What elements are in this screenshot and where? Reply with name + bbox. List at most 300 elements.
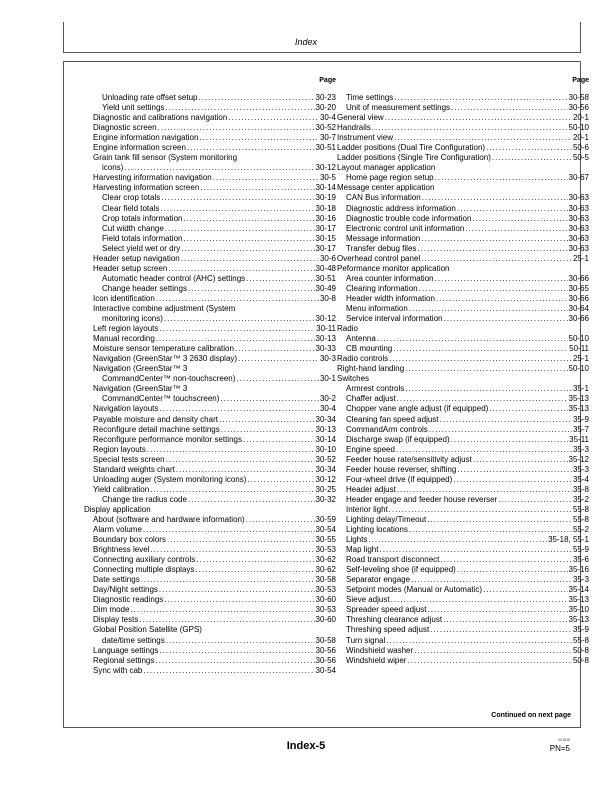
dot-leader [393,93,567,103]
index-entry [84,535,336,545]
dot-leader [434,274,568,284]
index-entry [337,204,589,214]
index-entry [337,163,589,173]
entry-topic: Brightness level [93,545,150,555]
entry-topic: Diagnostic trouble code information [346,213,472,223]
entry-page-ref: 55-9 [572,545,589,555]
entry-topic: Icon identification [93,293,155,303]
entry-page-ref: 30-20 [315,103,336,113]
dot-leader [434,173,568,183]
dot-leader [472,455,568,465]
index-entry [337,656,589,666]
footer-code: 021815 [558,738,570,742]
entry-page-ref: 35-3 [572,464,589,474]
entry-page-ref: 30-66 [568,293,589,303]
entry-page-ref: 55-2 [572,525,589,535]
entry-topic: Harvesting information screen [93,183,200,193]
entry-page-ref: 25-1 [572,354,589,364]
page-header-title: Index [294,37,318,47]
dot-leader [388,354,572,364]
index-entry [337,455,589,465]
index-column-right [337,76,589,666]
entry-page-ref: 30-16 [315,213,336,223]
index-entry [84,364,336,374]
index-entry [84,234,336,244]
entry-page-ref: 30-23 [315,93,336,102]
index-entry [84,636,336,646]
dot-leader [456,204,568,214]
entry-topic: Unloading rate offset setup [102,93,198,102]
dot-leader [488,404,567,414]
dot-leader [410,575,572,585]
index-entry [84,625,336,635]
entry-page-ref: 30-63 [568,243,589,253]
index-entry [84,666,336,676]
entry-page-ref: 35-13 [568,394,589,404]
index-entry [84,344,336,354]
entry-topic: Regional settings [93,655,155,665]
index-entry [84,646,336,656]
entry-page-ref: 35-2 [572,494,589,504]
entry-page-ref: 30-3 [319,354,336,364]
entry-topic: Clear crop totals [102,193,161,203]
index-entry [337,585,589,595]
entry-page-ref: 35-6 [572,555,589,565]
index-entry [337,485,589,495]
entry-topic: Separator engage [346,575,411,585]
entry-topic: Reconfigure detail machine settings [93,424,220,434]
entry-topic: Four-wheel drive (if equipped) [346,474,453,484]
index-entry [337,495,589,505]
index-entry [84,244,336,254]
entry-topic: Navigation (GreenStar™ 3 [93,384,188,394]
index-entry [337,304,589,314]
dot-leader [149,485,314,495]
dot-leader [142,666,314,676]
dot-leader [158,585,315,595]
footer-page-label: Index-5 [286,740,326,752]
entry-topic: Yield calibration [93,484,150,494]
entry-page-ref: 30-17 [315,223,336,233]
entry-topic: Unloading auger (System monitoring icons) [93,474,247,484]
index-entry [84,374,336,384]
entry-topic: Date settings [93,575,140,585]
index-column-left [84,76,336,676]
entry-page-ref: 30-25 [315,484,336,494]
entry-topic: Yield unit settings [102,103,165,113]
dot-leader [227,113,319,123]
entry-page-ref: 30-63 [568,233,589,243]
index-entry [337,404,589,414]
index-entry [337,193,589,203]
index-entry [337,143,589,153]
dot-leader [165,636,315,646]
index-entry [84,575,336,585]
dot-leader [428,425,572,435]
index-entry [337,415,589,425]
entry-page-ref: 30-6 [319,253,336,263]
index-entry [337,274,589,284]
entry-topic: Region layouts [93,444,146,454]
index-entry [337,113,589,123]
index-entry [84,515,336,525]
dot-leader [165,455,315,465]
dot-leader [456,465,572,475]
entry-topic: CB mounting [346,344,393,354]
dot-leader [367,535,547,545]
index-entry [84,495,336,505]
entry-topic: Engine information navigation [93,133,199,143]
entry-page-ref: 30-10 [315,444,336,454]
index-entry [337,575,589,585]
entry-page-ref: 30-58 [568,93,589,102]
entry-page-ref: 30-1 [319,374,336,384]
dot-leader [158,404,319,414]
dot-leader [408,525,572,535]
entry-page-ref: 20-1 [572,113,589,123]
index-entry [337,445,589,455]
index-entry [84,505,336,515]
entry-page-ref: 30-2 [319,394,336,404]
dot-leader [163,314,315,324]
index-entry [337,505,589,515]
index-entry [337,525,589,535]
index-entry [84,605,336,615]
index-entry [337,153,589,163]
dot-leader [129,605,314,615]
index-entry [84,445,336,455]
dot-leader [138,615,314,625]
dot-leader [164,224,315,234]
dot-leader [187,495,315,505]
entry-page-ref: 30-60 [315,595,336,605]
index-entry [84,153,336,163]
index-entry [337,123,589,133]
entry-page-ref: 30-63 [568,223,589,233]
dot-leader [167,264,314,274]
entry-topic: Diagnostic screen [93,123,157,133]
dot-leader [182,214,314,224]
dot-leader [237,354,319,364]
dot-leader [456,565,568,575]
index-entry [337,545,589,555]
dot-leader [182,234,314,244]
entry-topic: Standard weights chart [93,464,175,474]
index-entry [84,224,336,234]
index-entry [337,314,589,324]
entry-page-ref: 30-54 [315,665,336,675]
dot-leader [158,324,315,334]
entry-page-ref: 50-5 [572,153,589,163]
index-entry [84,123,336,133]
dot-leader [392,344,568,354]
dot-leader [235,374,319,384]
entry-topic: Navigation layouts [93,404,159,414]
index-entries [84,93,336,676]
entry-topic: Connecting auxiliary controls [93,555,196,565]
entry-topic: Message information [346,233,421,243]
dot-leader [485,143,572,153]
index-entry [337,394,589,404]
index-entry [84,133,336,143]
continued-note: Continued on next page [491,712,571,719]
dot-leader [164,103,314,113]
entry-page-ref: 30-18 [315,203,336,213]
index-entry [84,615,336,625]
entry-page-ref: 35-13 [568,404,589,414]
index-entry [84,545,336,555]
dot-leader [194,565,314,575]
dot-leader [384,113,572,123]
entry-topic: About (software and hardware information) [93,514,245,524]
entry-page-ref: 35-4 [572,474,589,484]
entry-topic: Self-leveling shoe (if equipped) [346,565,456,575]
entry-page-ref: 30-34 [315,464,336,474]
index-entry [337,595,589,605]
dot-leader [197,93,314,103]
entry-topic: Crop totals information [102,213,183,223]
dot-leader [163,595,314,605]
index-entry [84,254,336,264]
dot-leader [175,465,315,475]
entry-page-ref: 35-13 [568,615,589,625]
footer-pn: PN=5 [549,744,570,753]
entry-topic: Reconfigure performance monitor settings [93,434,242,444]
entry-topic: Automatic header control (AHC) settings [102,273,246,283]
dot-leader [186,143,315,153]
entry-topic: Radio [337,324,358,334]
dot-leader [418,284,568,294]
entry-topic: Unit of measurement settings [346,103,451,113]
header-rule [63,52,581,53]
entry-topic: Electronic control unit information [346,223,465,233]
entry-topic: Sync with cab [93,665,143,675]
entry-page-ref: 30-17 [315,243,336,253]
index-entry [84,585,336,595]
index-entry [84,183,336,193]
entry-topic: Chaffer adjust [346,394,396,404]
dot-leader [160,193,314,203]
dot-leader [442,615,567,625]
entry-topic: Home page region setup [346,173,434,183]
entry-page-ref: 50-10 [568,334,589,344]
entry-topic: Header adjust [346,484,396,494]
entry-page-ref: 50-6 [572,143,589,153]
entry-topic: Header setup navigation [93,253,180,263]
dot-leader [187,284,315,294]
index-entry [337,334,589,344]
index-entry [337,133,589,143]
index-entry [84,143,336,153]
index-entry [84,475,336,485]
entry-topic: Field totals information [102,233,183,243]
entry-topic: Global Position Satellite (GPS) [93,625,202,635]
entry-topic: Turn signal [346,635,386,645]
dot-leader [435,294,568,304]
dot-leader [166,535,315,545]
index-entry [337,515,589,525]
entry-page-ref: 50-11 [569,344,589,354]
dot-leader [421,193,568,203]
entry-page-ref: 30-4 [319,113,336,123]
entry-page-ref: 35-9 [572,414,589,424]
dot-leader [491,153,572,163]
entry-topic: Navigation (GreenStar™ 3 2630 display) [93,354,238,364]
entry-topic: Sieve adjust [346,595,390,605]
entry-page-ref: 30-56 [315,645,336,655]
dot-leader [155,334,315,344]
dot-leader [439,415,572,425]
dot-leader [427,605,568,615]
dot-leader [452,475,572,485]
entry-page-ref: 20-1 [572,133,589,143]
dot-leader [157,123,315,133]
entry-page-ref: 35-1 [572,384,589,394]
entry-page-ref: 30-51 [315,143,336,153]
entry-page-ref: 35-9 [572,625,589,635]
entry-topic: Connecting multiple displays [93,565,195,575]
dot-leader [154,656,314,666]
entry-page-ref: 30-14 [315,434,336,444]
index-entry [84,163,336,173]
dot-leader [404,384,572,394]
entry-topic: Moisture sensor temperature calibration [93,344,234,354]
index-entry [84,204,336,214]
dot-leader [180,244,314,254]
entry-page-ref: 50-8 [572,655,589,665]
index-entry [84,103,336,113]
entry-page-ref: 30-32 [315,494,336,504]
entry-topic: Payable moisture and density chart [93,414,218,424]
entry-topic: Feeder house reverser, shifting [346,464,457,474]
entry-page-ref: 30-8 [319,293,336,303]
index-entry [337,535,589,545]
entry-topic: Feeder house rate/sensitivity adjust [346,454,472,464]
index-entry [84,294,336,304]
index-entry [84,354,336,364]
dot-leader [385,636,572,646]
entry-topic: Diagnostic and calibrations navigation [93,113,228,123]
entry-topic: icons) [102,163,124,173]
dot-leader [429,625,572,635]
index-entry [84,555,336,565]
entry-topic: Peformance monitor application [337,263,450,273]
entry-page-ref: 30-60 [315,615,336,625]
entry-page-ref: 35-3 [572,575,589,585]
dot-leader [159,204,314,214]
entry-page-ref: 30-13 [315,334,336,344]
entry-page-ref: 30-48 [315,263,336,273]
entry-topic: Day/Night settings [93,585,158,595]
entry-topic: Chopper vane angle adjust (if equipped) [346,404,489,414]
entry-topic: Clear field totals [102,203,160,213]
entry-topic: Header width information [346,293,435,303]
entry-page-ref: 50-8 [572,645,589,655]
index-entry [337,103,589,113]
entry-page-ref: 35-7 [572,424,589,434]
dot-leader [246,475,314,485]
entry-topic: Transfer debug files [346,243,417,253]
entry-topic: Diagnostic address information [346,203,456,213]
entry-page-ref: 30-63 [568,213,589,223]
entry-page-ref: 30-54 [315,525,336,535]
index-entry [337,324,589,334]
entry-topic: Layout manager application [337,163,436,173]
index-entry [337,244,589,254]
index-entry [84,565,336,575]
index-entry [337,234,589,244]
dot-leader [234,344,315,354]
entry-topic: Interior light [346,504,388,514]
entry-topic: Windshield wiper [346,655,407,665]
entry-page-ref: 35-13 [568,595,589,605]
entry-topic: Radio controls [337,354,389,364]
index-entry [84,435,336,445]
entry-topic: Discharge swap (if equipped) [346,434,450,444]
dot-leader [195,555,314,565]
index-entry [84,284,336,294]
entry-topic: Left region layouts [93,324,159,334]
entry-page-ref: 35-14 [568,585,589,595]
entry-topic: Armrest controls [346,384,405,394]
index-entry [337,565,589,575]
dot-leader [149,545,314,555]
entry-page-ref: 30-56 [568,103,589,113]
entry-topic: Engine information screen [93,143,186,153]
entry-topic: CommandCenter™ touchscreen) [102,394,220,404]
index-entry [337,646,589,656]
index-entry [337,254,589,264]
index-entry [337,555,589,565]
index-entry [337,374,589,384]
entry-topic: monitoring icons) [102,314,163,324]
content-top-rule [63,61,581,62]
index-entry [337,625,589,635]
entry-page-ref: 30-62 [315,555,336,565]
entry-topic: Overhead control panel [337,253,421,263]
index-entry [337,364,589,374]
dot-leader [390,595,568,605]
index-entry [337,605,589,615]
entry-page-ref: 30-12 [315,163,336,173]
entry-topic: Display tests [93,615,139,625]
entry-page-ref: 55-8 [572,635,589,645]
index-entry [84,404,336,414]
entry-topic: Spreader speed adjust [346,605,427,615]
dot-leader [426,515,572,525]
entry-page-ref: 35-16 [568,565,589,575]
index-entry [337,344,589,354]
dot-leader [439,555,572,565]
entry-topic: Navigation (GreenStar™ 3 [93,364,188,374]
entry-topic: Select yield wet or dry [102,243,181,253]
dot-leader [198,133,319,143]
entry-topic: Handrails [337,123,371,133]
entry-topic: Header engage and feeder house reverser [346,494,498,504]
dot-leader [404,364,567,374]
entry-topic: General view [337,113,384,123]
dot-leader [471,214,567,224]
entry-topic: Threshing speed adjust [346,625,430,635]
dot-leader [212,173,319,183]
entry-page-ref: 30-66 [568,314,589,324]
dot-leader [242,435,315,445]
dot-leader [371,123,568,133]
index-entry [84,595,336,605]
entry-page-ref: 30-58 [315,575,336,585]
entry-page-ref: 30-66 [568,273,589,283]
entry-topic: Windshield washer [346,645,414,655]
